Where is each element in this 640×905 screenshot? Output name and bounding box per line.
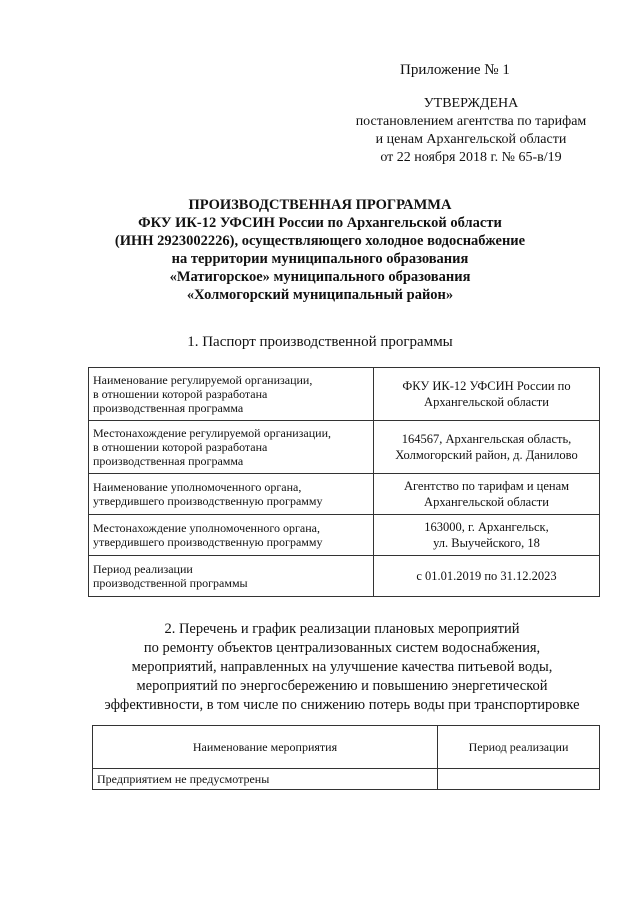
label-line: утвердившего производственную программу: [93, 494, 323, 508]
title-line: «Матигорское» муниципального образования: [169, 269, 471, 285]
row-label: [89, 556, 374, 597]
table-row: [89, 474, 600, 515]
heading-line: эффективности, в том числе по снижению потерь воды при транспортировке: [104, 697, 580, 713]
label-line: в отношении которой разработана: [93, 440, 268, 454]
value-line: 164567, Архангельская область,: [401, 432, 572, 446]
column-header-period: Период реализации: [438, 726, 600, 769]
section1-heading: 1. Паспорт производственной программы: [187, 334, 453, 350]
label-line: Местонахождение регулируемой организации,: [93, 426, 332, 440]
title-line: (ИНН 2923002226), осуществляющего холодное водоснабжение: [114, 233, 526, 249]
value-line: 163000, г. Архангельск,: [424, 520, 549, 534]
row-label: [89, 515, 374, 556]
row-value: [374, 474, 600, 515]
table-row: [93, 769, 600, 790]
column-header-measure: Наименование мероприятия: [93, 726, 438, 769]
row-value: [374, 556, 600, 597]
row-value: [374, 368, 600, 421]
label-line: Наименование уполномоченного органа,: [93, 480, 302, 494]
table-row: [89, 556, 600, 597]
table-row: [89, 515, 600, 556]
label-line: утвердившего производственную программу: [93, 535, 323, 549]
row-label: [89, 474, 374, 515]
section2-heading: [80, 620, 604, 715]
table-row: [89, 421, 600, 474]
heading-line: мероприятий, направленных на улучшение качества питьевой воды,: [131, 659, 553, 675]
table-row: [89, 368, 600, 421]
label-line: производственная программа: [93, 454, 244, 468]
label-line: Период реализации: [93, 562, 193, 576]
row-label: [89, 368, 374, 421]
measures-table: [92, 725, 600, 790]
appendix-label: Приложение № 1: [400, 62, 510, 78]
value-line: Архангельской области: [424, 395, 549, 409]
approval-block: [340, 95, 602, 167]
approval-line: и ценам Архангельской области: [375, 132, 567, 147]
title-line: ПРОИЗВОДСТВЕННАЯ ПРОГРАММА: [188, 197, 452, 213]
heading-line: мероприятий по энергосбережению и повышению энергетической: [136, 678, 548, 694]
row-value: [374, 515, 600, 556]
value-line: Холмогорский район, д. Данилово: [395, 448, 578, 462]
table-cell: Предприятием не предусмотрены: [93, 769, 438, 790]
row-value: [374, 421, 600, 474]
heading-line: 2. Перечень и график реализации плановых мероприятий: [164, 621, 520, 637]
label-line: производственной программы: [93, 576, 248, 590]
heading-line: по ремонту объектов централизованных систем водоснабжения,: [143, 640, 541, 656]
value-line: с 01.01.2019 по 31.12.2023: [416, 569, 557, 583]
approval-line: УТВЕРЖДЕНА: [423, 96, 519, 111]
approval-line: от 22 ноября 2018 г. № 65-в/19: [380, 150, 562, 165]
table-cell: [438, 769, 600, 790]
title-line: «Холмогорский муниципальный район»: [186, 287, 454, 303]
label-line: производственная программа: [93, 401, 244, 415]
passport-table: [88, 367, 600, 597]
document-title: [60, 196, 580, 304]
value-line: ФКУ ИК-12 УФСИН России по: [402, 379, 571, 393]
table-header-row: [93, 726, 600, 769]
label-line: Наименование регулируемой организации,: [93, 373, 313, 387]
title-line: на территории муниципального образования: [171, 251, 469, 267]
label-line: Местонахождение уполномоченного органа,: [93, 521, 320, 535]
value-line: ул. Выучейского, 18: [433, 536, 540, 550]
value-line: Агентство по тарифам и ценам: [403, 479, 570, 493]
value-line: Архангельской области: [424, 495, 549, 509]
title-line: ФКУ ИК-12 УФСИН России по Архангельской области: [138, 215, 502, 231]
label-line: в отношении которой разработана: [93, 387, 268, 401]
row-label: [89, 421, 374, 474]
approval-line: постановлением агентства по тарифам: [355, 114, 587, 129]
